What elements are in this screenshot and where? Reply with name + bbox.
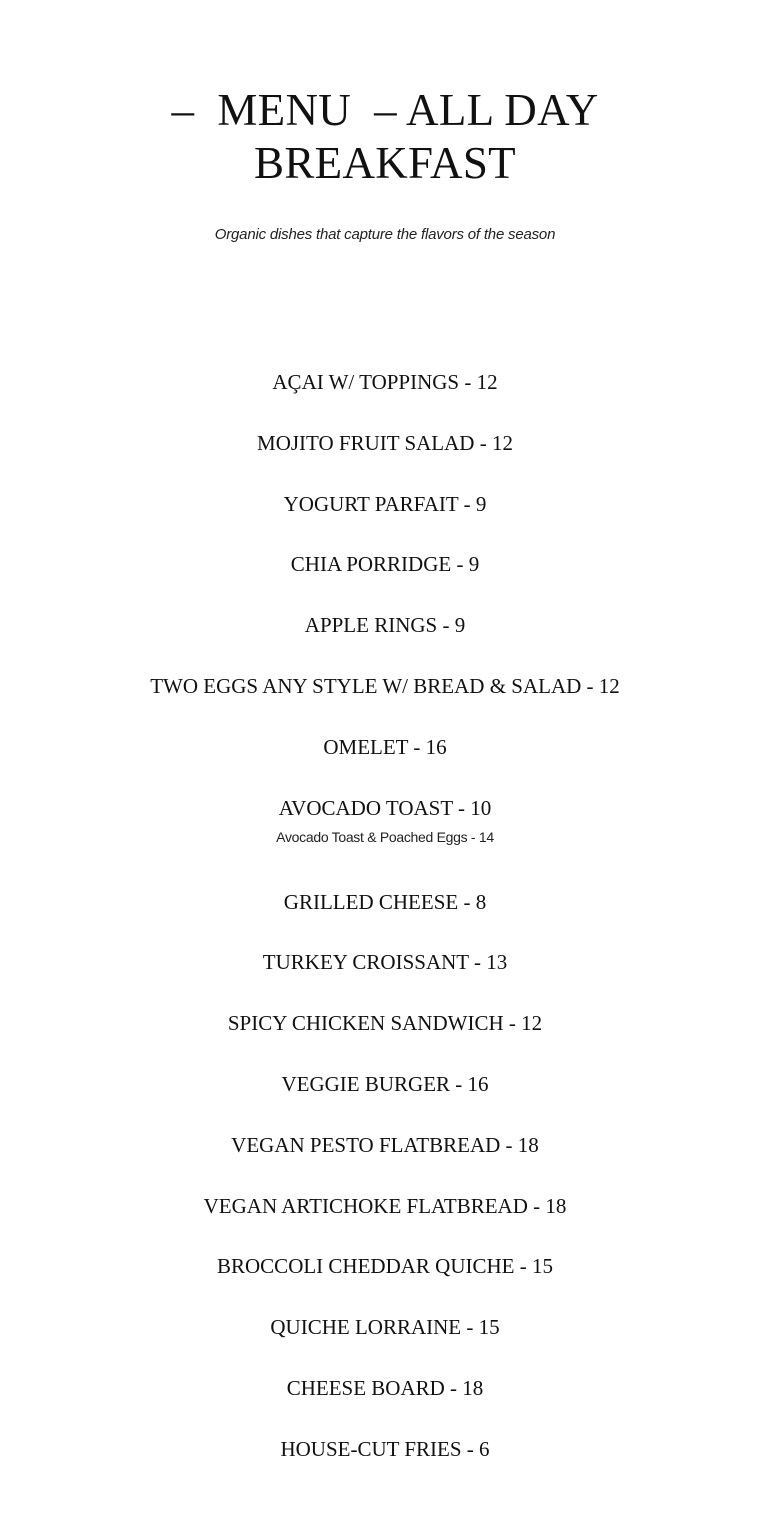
menu-item: CHIA PORRIDGE - 9 [290, 552, 480, 577]
menu-item: VEGAN PESTO FLATBREAD - 18 [231, 1132, 539, 1157]
menu-item: MOJITO FRUIT SALAD - 12 [257, 430, 513, 455]
menu-item: BROCCOLI CHEDDAR QUICHE - 15 [217, 1254, 553, 1279]
page-title [0, 84, 770, 190]
menu-list [0, 364, 770, 1492]
menu-item: VEGAN ARTICHOKE FLATBREAD - 18 [203, 1193, 567, 1218]
menu-item: VEGGIE BURGER - 16 [281, 1071, 489, 1096]
menu-item: AVOCADO TOAST - 10 [278, 795, 492, 820]
menu-item-note: Avocado Toast & Poached Eggs - 14 [276, 828, 494, 845]
page-title-line-2: BREAKFAST [254, 138, 516, 188]
menu-item: GRILLED CHEESE - 8 [283, 889, 487, 914]
menu-item: YOGURT PARFAIT - 9 [283, 491, 487, 516]
menu-item: QUICHE LORRAINE - 15 [270, 1315, 500, 1340]
menu-item: AÇAI W/ TOPPINGS - 12 [272, 370, 498, 394]
menu-item: APPLE RINGS - 9 [304, 613, 466, 638]
page-subtitle: Organic dishes that capture the flavors of the season [214, 226, 556, 243]
menu-item: SPICY CHICKEN SANDWICH - 12 [227, 1011, 543, 1036]
menu-item: CHEESE BOARD - 18 [286, 1375, 484, 1400]
menu-item: TWO EGGS ANY STYLE W/ BREAD & SALAD - 12 [150, 673, 620, 698]
menu-item: OMELET - 16 [323, 734, 447, 759]
menu-item: HOUSE-CUT FRIES - 6 [280, 1436, 490, 1461]
page-title-line-1: – MENU – ALL DAY [171, 85, 599, 135]
menu-item: TURKEY CROISSANT - 13 [262, 950, 508, 975]
